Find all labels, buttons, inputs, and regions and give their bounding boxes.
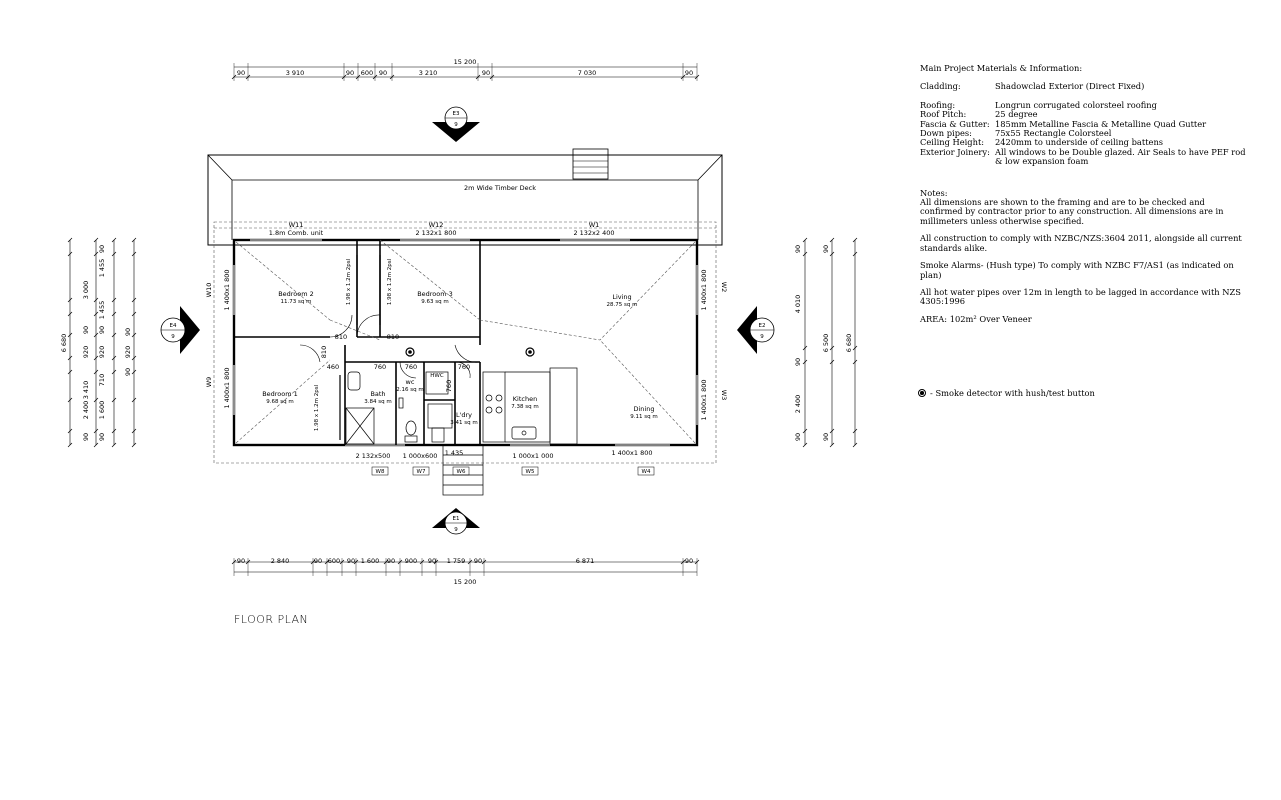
- door-label: 810: [386, 333, 400, 341]
- dim-right-label: 90: [822, 432, 830, 442]
- window-tag: W5: [525, 469, 535, 475]
- dim-left-label: 90: [98, 432, 106, 442]
- room-name: wc: [405, 378, 415, 386]
- dim-top-label: 7 030: [577, 69, 597, 77]
- wardrobe-label: 1.98 x 1.2m 2psl: [346, 258, 352, 306]
- window-tag: W12: [428, 221, 444, 229]
- dim-top-label: 600: [360, 69, 374, 77]
- dim-left-label: 1 600: [98, 400, 106, 420]
- elevation-sheet: 9: [171, 334, 175, 340]
- window-size: 2 132x1 800: [415, 229, 457, 237]
- dim-right-total: 6 680: [845, 333, 853, 353]
- smoke-legend: [918, 388, 1095, 398]
- smoke-detectors: [406, 348, 534, 356]
- dim-bottom-label: 90: [386, 557, 396, 565]
- elevation-sheet: 9: [454, 527, 458, 533]
- door-label: 810: [334, 333, 348, 341]
- spec-list: [920, 101, 1250, 167]
- note-paragraph: All dimensions are shown to the framing and are to be checked and confirmed by contractor prior to any construction. All dimensions are in millimeters unless otherwise specified.: [920, 197, 1224, 226]
- fixtures: [346, 368, 577, 444]
- hwc-label: HWC: [430, 373, 444, 379]
- wardrobe-label: 1.98 x 1.2m 2psl: [387, 258, 393, 306]
- dim-left-label: 2 400: [82, 400, 90, 420]
- dim-bottom-label: 1 600: [360, 557, 380, 565]
- dim-bottom-label: 2 840: [270, 557, 290, 565]
- dim-left-total: 6 680: [60, 333, 68, 353]
- notes-panel: [920, 64, 1250, 332]
- window-size: 1 400x1 800: [223, 269, 231, 311]
- dim-left-label: 920: [124, 345, 132, 359]
- door-label: 460: [326, 363, 340, 371]
- elevation-marker-e2: [737, 306, 774, 354]
- plan-title: FLOOR PLAN: [234, 613, 309, 626]
- dim-left-label: 3 410: [82, 380, 90, 400]
- notes-heading: Main Project Materials & Information:: [920, 63, 1083, 73]
- window-size: 1 400x1 800: [700, 379, 708, 421]
- window-size: 2 132x2 400: [573, 229, 615, 237]
- room-area: 2.16 sq m: [396, 387, 424, 393]
- dim-left-label: 1 455: [98, 258, 106, 278]
- spec-key: Cladding:: [920, 81, 961, 92]
- window-size: 1 400x1 800: [700, 269, 708, 311]
- spec-key: Exterior Joinery:: [920, 146, 990, 157]
- spec-key: Down pipes:: [920, 128, 972, 139]
- cladding-row: [920, 82, 1250, 91]
- room-name: L'dry: [455, 411, 473, 419]
- window-tag: W7: [416, 469, 426, 475]
- window-size: 1 000x600: [402, 452, 438, 460]
- dim-bottom-label: 90: [313, 557, 323, 565]
- spec-value: 75x55 Rectangle Colorsteel: [995, 128, 1112, 139]
- door-label: 810: [320, 345, 328, 359]
- dim-left-label: 920: [98, 345, 106, 359]
- room-area: 11.73 sq m: [280, 299, 312, 305]
- window-size: 1.8m Comb. unit: [268, 229, 324, 237]
- room-name: Bedroom 2: [278, 290, 314, 298]
- dim-bottom-label: 90: [236, 557, 246, 565]
- dim-left-label: 90: [124, 327, 132, 337]
- dim-right-label: 90: [794, 357, 802, 367]
- dim-left-label: 90: [124, 367, 132, 377]
- window-tag: W10: [205, 282, 213, 298]
- dim-left-label: 710: [98, 373, 106, 387]
- dim-bottom-label: 90: [427, 557, 437, 565]
- room-area: 9.68 sq m: [266, 399, 294, 405]
- door-label: 760: [457, 363, 471, 371]
- room-name: Dining: [633, 405, 655, 413]
- spec-value: 185mm Metalline Fascia & Metalline Quad Gutter: [995, 118, 1207, 129]
- window-size: 1 000x1 000: [512, 452, 554, 460]
- elevation-code: E4: [169, 323, 177, 329]
- room-area: 9.63 sq m: [421, 299, 449, 305]
- dim-top-label: 3 910: [285, 69, 305, 77]
- room-area: 9.11 sq m: [630, 414, 658, 420]
- note-paragraph: Smoke Alarms- (Hush type) To comply with NZBC F7/AS1 (as indicated on plan): [920, 260, 1234, 280]
- dim-right-label: 4 010: [794, 294, 802, 314]
- dim-left-label: 90: [82, 432, 90, 442]
- dim-left-label: 90: [82, 325, 90, 335]
- dim-left-label: 1 455: [98, 300, 106, 320]
- elevation-code: E2: [758, 323, 766, 329]
- dim-top-label: 3 210: [418, 69, 438, 77]
- spec-value: 25 degree: [995, 109, 1038, 120]
- room-area: 3.41 sq m: [450, 420, 478, 426]
- window-size: 1 435: [444, 449, 464, 457]
- dim-top-total: 15 200: [453, 58, 477, 66]
- window-size: 1 400x1 800: [223, 367, 231, 409]
- spec-key: Fascia & Gutter:: [920, 118, 990, 129]
- window-size: 1 400x1 800: [611, 449, 653, 457]
- room-area: 3.84 sq m: [364, 399, 392, 405]
- spec-value: 2420mm to underside of ceiling battens: [995, 137, 1164, 148]
- door-label: 760: [404, 363, 418, 371]
- dim-right-label: 90: [794, 244, 802, 254]
- spec-value: Shadowclad Exterior (Direct Fixed): [995, 81, 1145, 92]
- deck-label: 2m Wide Timber Deck: [464, 184, 536, 192]
- dim-top-label: 90: [345, 69, 355, 77]
- dim-left-label: 90: [98, 325, 106, 335]
- dim-left-label: 920: [82, 345, 90, 359]
- window-tag: W9: [205, 376, 213, 388]
- door-label: 760: [373, 363, 387, 371]
- dim-bottom-label: 90: [473, 557, 483, 565]
- elevation-sheet: 9: [760, 334, 764, 340]
- dim-bottom-labels: [237, 557, 693, 565]
- window-size: 2 132x500: [355, 452, 391, 460]
- note-paragraph: AREA: 102m² Over Veneer: [920, 313, 1032, 324]
- notes-title: Notes:: [920, 187, 948, 198]
- elevation-marker-e4: [161, 306, 200, 354]
- elevation-code: E3: [452, 111, 460, 117]
- window-tag-boxes: [372, 467, 654, 475]
- window-tag: W3: [720, 389, 728, 401]
- window-tag: W8: [375, 469, 385, 475]
- window-tag: W11: [288, 221, 304, 229]
- room-name: Bath: [370, 390, 386, 398]
- dim-bottom-label: 600: [327, 557, 341, 565]
- dim-top-label: 90: [684, 69, 694, 77]
- spec-value: All windows to be Double glazed. Air Seals to have PEF rod & low expansion foam: [995, 146, 1246, 167]
- elevation-marker-e1: [432, 508, 480, 534]
- spec-key: Roofing:: [920, 99, 956, 110]
- dim-bottom-label: 1 759: [446, 557, 466, 565]
- room-name: Kitchen: [512, 395, 538, 403]
- smoke-detector-icon: [918, 389, 926, 397]
- wardrobe-label: 1.98 x 1.2m 2psl: [314, 384, 320, 432]
- room-name: Bedroom 1: [262, 390, 298, 398]
- room-area: 28.75 sq m: [606, 302, 638, 308]
- dim-top-label: 90: [481, 69, 491, 77]
- dim-left-label: 90: [98, 244, 106, 254]
- elevation-sheet: 9: [454, 122, 458, 128]
- window-tag: W1: [588, 221, 600, 229]
- dim-bottom-label: 900: [404, 557, 418, 565]
- dim-bottom-label: 90: [346, 557, 356, 565]
- dim-right-label: 90: [822, 244, 830, 254]
- room-name: Living: [612, 293, 632, 301]
- dim-right-label: 2 400: [794, 394, 802, 414]
- door-label: 760: [445, 379, 453, 393]
- note-paragraph: All construction to comply with NZBC/NZS:3604 2011, alongside all current standards alike.: [920, 233, 1242, 253]
- room-name: Bedroom 3: [417, 290, 453, 298]
- room-area: 7.38 sq m: [511, 404, 539, 410]
- spec-key: Ceiling Height:: [920, 137, 985, 148]
- elevation-marker-e3: [432, 107, 480, 142]
- dim-left-labels: [82, 245, 132, 441]
- dim-right-label: 90: [794, 432, 802, 442]
- elevation-code: E1: [452, 516, 460, 522]
- spec-key: Roof Pitch:: [920, 109, 967, 120]
- dim-bottom-label: 6 871: [575, 557, 595, 565]
- window-tag: W6: [456, 469, 466, 475]
- window-tag: W4: [641, 469, 651, 475]
- dim-top-labels: [237, 69, 693, 77]
- smoke-legend-text: - Smoke detector with hush/test button: [930, 388, 1095, 398]
- dim-bottom-total: 15 200: [453, 578, 477, 586]
- dim-top-label: 90: [236, 69, 246, 77]
- dim-left-label: 3 000: [82, 280, 90, 300]
- dim-top-label: 90: [378, 69, 388, 77]
- window-tag: W2: [720, 281, 728, 293]
- dim-bottom-label: 90: [684, 557, 694, 565]
- spec-value: Longrun corrugated colorsteel roofing: [995, 99, 1157, 110]
- dim-right-labels: [794, 245, 830, 441]
- dim-right-label: 6 500: [822, 333, 830, 353]
- note-paragraph: All hot water pipes over 12m in length to be lagged in accordance with NZS 4305:1996: [920, 286, 1241, 307]
